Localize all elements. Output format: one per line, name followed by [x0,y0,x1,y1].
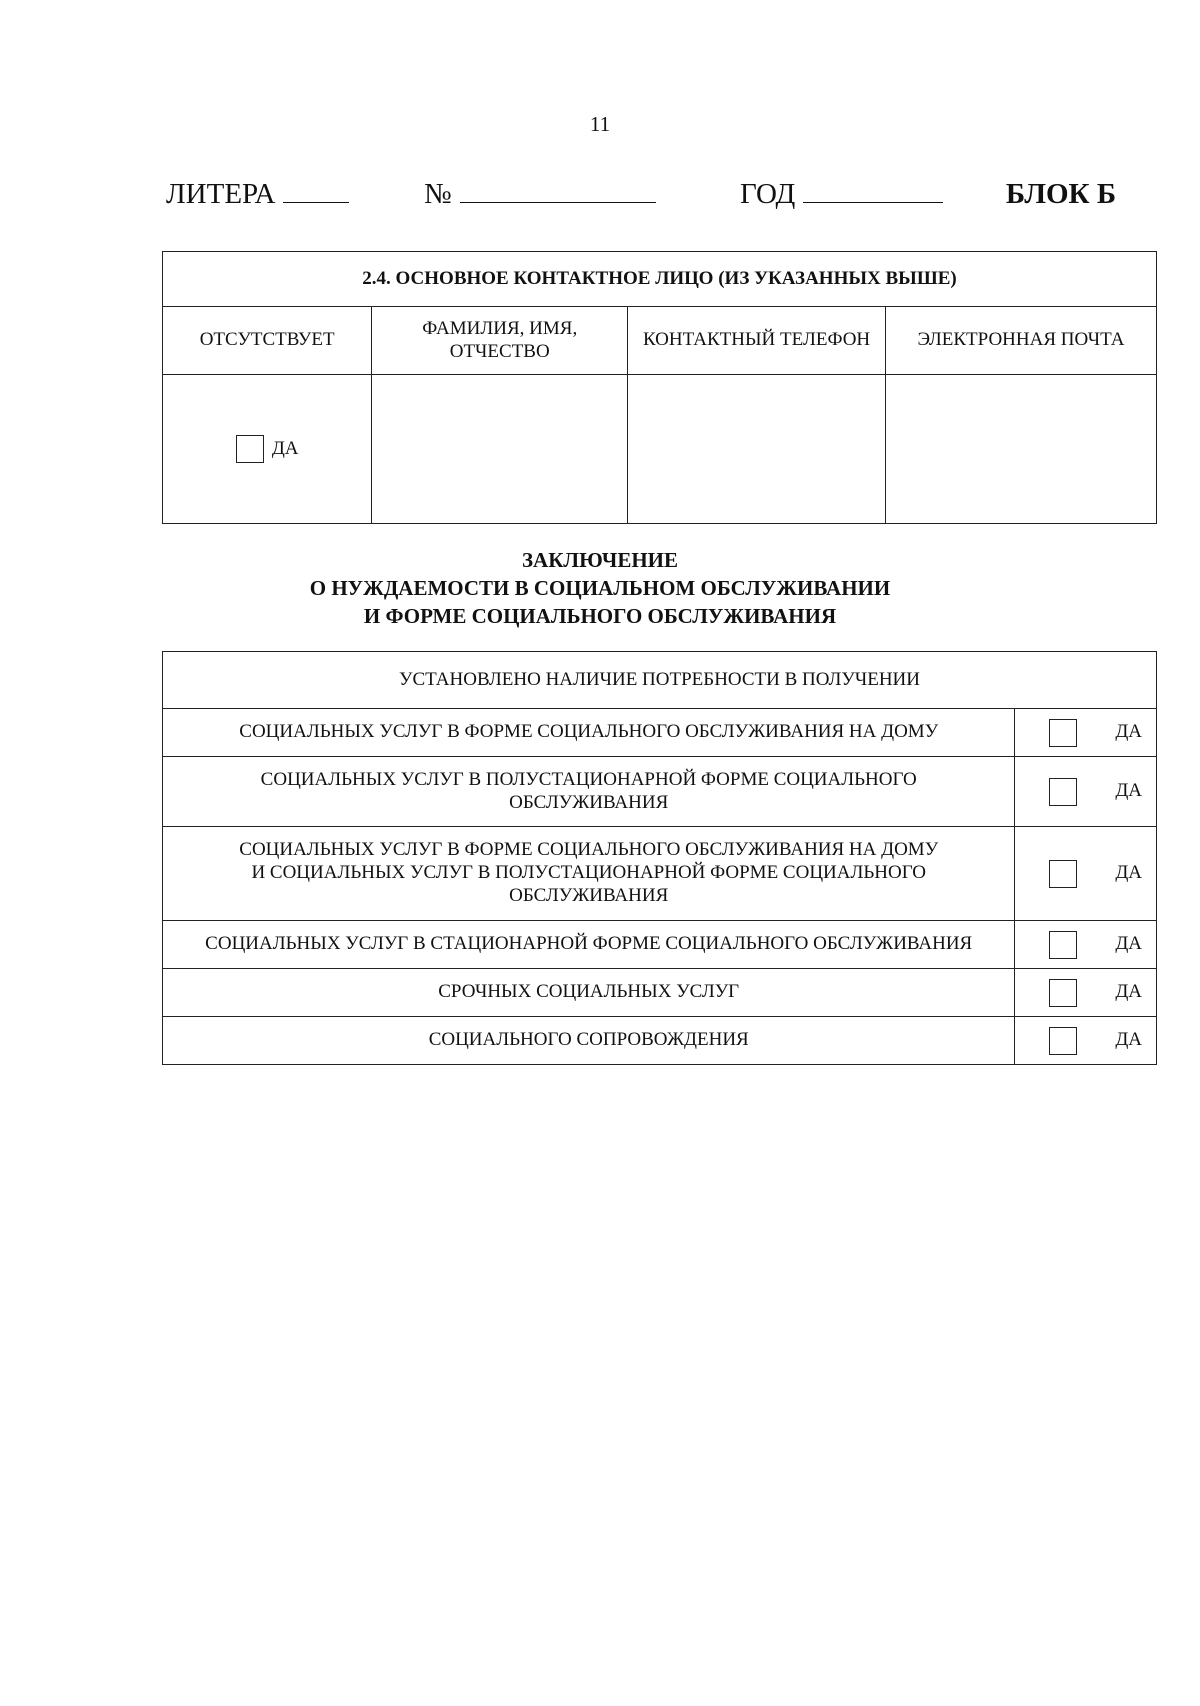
yes-label: ДА [1115,1029,1142,1051]
need-row-line: СОЦИАЛЬНЫХ УСЛУГ В СТАЦИОНАРНОЙ ФОРМЕ СОЦИАЛЬНОГО ОБСЛУЖИВАНИЯ [205,933,973,955]
yes-label: ДА [1115,721,1142,743]
need-row-text [163,1017,1015,1065]
need-row-line: СОЦИАЛЬНОГО СОПРОВОЖДЕНИЯ [428,1029,749,1051]
needs-table-header: УСТАНОВЛЕНО НАЛИЧИЕ ПОТРЕБНОСТИ В ПОЛУЧЕНИИ [163,652,1157,709]
absent-yes-label: ДА [271,437,299,459]
number-field [424,178,656,211]
need-support-checkbox[interactable] [1049,1027,1077,1055]
year-field [740,178,943,211]
need-home-checkbox[interactable] [1049,719,1077,747]
table-row [163,1017,1157,1065]
contact-person-table [162,251,1157,524]
need-row-text [163,827,1015,921]
need-row-check [1015,757,1157,827]
need-row-line: СОЦИАЛЬНЫХ УСЛУГ В ФОРМЕ СОЦИАЛЬНОГО ОБСЛУЖИВАНИЯ НА ДОМУ [239,839,939,861]
table-row [163,969,1157,1017]
need-row-check [1015,827,1157,921]
year-input[interactable] [803,178,943,203]
need-row-line: И СОЦИАЛЬНЫХ УСЛУГ В ПОЛУСТАЦИОНАРНОЙ ФОРМЕ СОЦИАЛЬНОГО [251,862,926,884]
year-label: ГОД [740,178,796,210]
table-row [163,757,1157,827]
need-row-check [1015,969,1157,1017]
absent-checkbox[interactable] [236,435,264,463]
block-label: БЛОК Б [1005,178,1116,210]
need-row-line: СРОЧНЫХ СОЦИАЛЬНЫХ УСЛУГ [438,981,740,1003]
need-row-text [163,921,1015,969]
column-full-name: ФАМИЛИЯ, ИМЯ, ОТЧЕСТВО [372,307,628,375]
need-row-line: ОБСЛУЖИВАНИЯ [509,884,669,906]
table-row [163,827,1157,921]
need-semistationary-checkbox[interactable] [1049,778,1077,806]
conclusion-title-line: И ФОРМЕ СОЦИАЛЬНОГО ОБСЛУЖИВАНИЯ [363,604,837,628]
yes-label: ДА [1115,780,1142,802]
litera-input[interactable] [283,178,349,203]
absent-cell [163,375,372,524]
need-row-line: СОЦИАЛЬНЫХ УСЛУГ В ПОЛУСТАЦИОНАРНОЙ ФОРМЕ СОЦИАЛЬНОГО [260,768,917,790]
need-urgent-checkbox[interactable] [1049,979,1077,1007]
document-header [166,178,1116,218]
litera-field [166,178,349,211]
needs-table [162,651,1157,1065]
contact-table-title: 2.4. ОСНОВНОЕ КОНТАКТНОЕ ЛИЦО (ИЗ УКАЗАННЫХ ВЫШЕ) [163,252,1157,307]
table-row [163,921,1157,969]
need-stationary-checkbox[interactable] [1049,931,1077,959]
email-value[interactable] [885,375,1156,524]
phone-value[interactable] [628,375,886,524]
conclusion-title-line: О НУЖДАЕМОСТИ В СОЦИАЛЬНОМ ОБСЛУЖИВАНИИ [309,576,891,600]
page-number: 11 [589,112,611,136]
conclusion-title-line: ЗАКЛЮЧЕНИЕ [521,548,679,572]
need-row-line: ОБСЛУЖИВАНИЯ [509,791,669,813]
yes-label: ДА [1115,862,1142,884]
conclusion-title [0,546,1200,630]
table-row [163,709,1157,757]
need-row-text [163,969,1015,1017]
column-phone: КОНТАКТНЫЙ ТЕЛЕФОН [628,307,886,375]
need-row-check [1015,1017,1157,1065]
yes-label: ДА [1115,981,1142,1003]
number-label: № [424,178,452,210]
yes-label: ДА [1115,933,1142,955]
need-row-text [163,709,1015,757]
need-row-check [1015,709,1157,757]
need-row-text [163,757,1015,827]
need-row-line: СОЦИАЛЬНЫХ УСЛУГ В ФОРМЕ СОЦИАЛЬНОГО ОБСЛУЖИВАНИЯ НА ДОМУ [239,721,939,743]
number-input[interactable] [460,178,656,203]
litera-label: ЛИТЕРА [166,178,276,210]
column-absent: ОТСУТСТВУЕТ [163,307,372,375]
need-home-and-semistationary-checkbox[interactable] [1049,860,1077,888]
column-email: ЭЛЕКТРОННАЯ ПОЧТА [885,307,1156,375]
full-name-value[interactable] [372,375,628,524]
need-row-check [1015,921,1157,969]
